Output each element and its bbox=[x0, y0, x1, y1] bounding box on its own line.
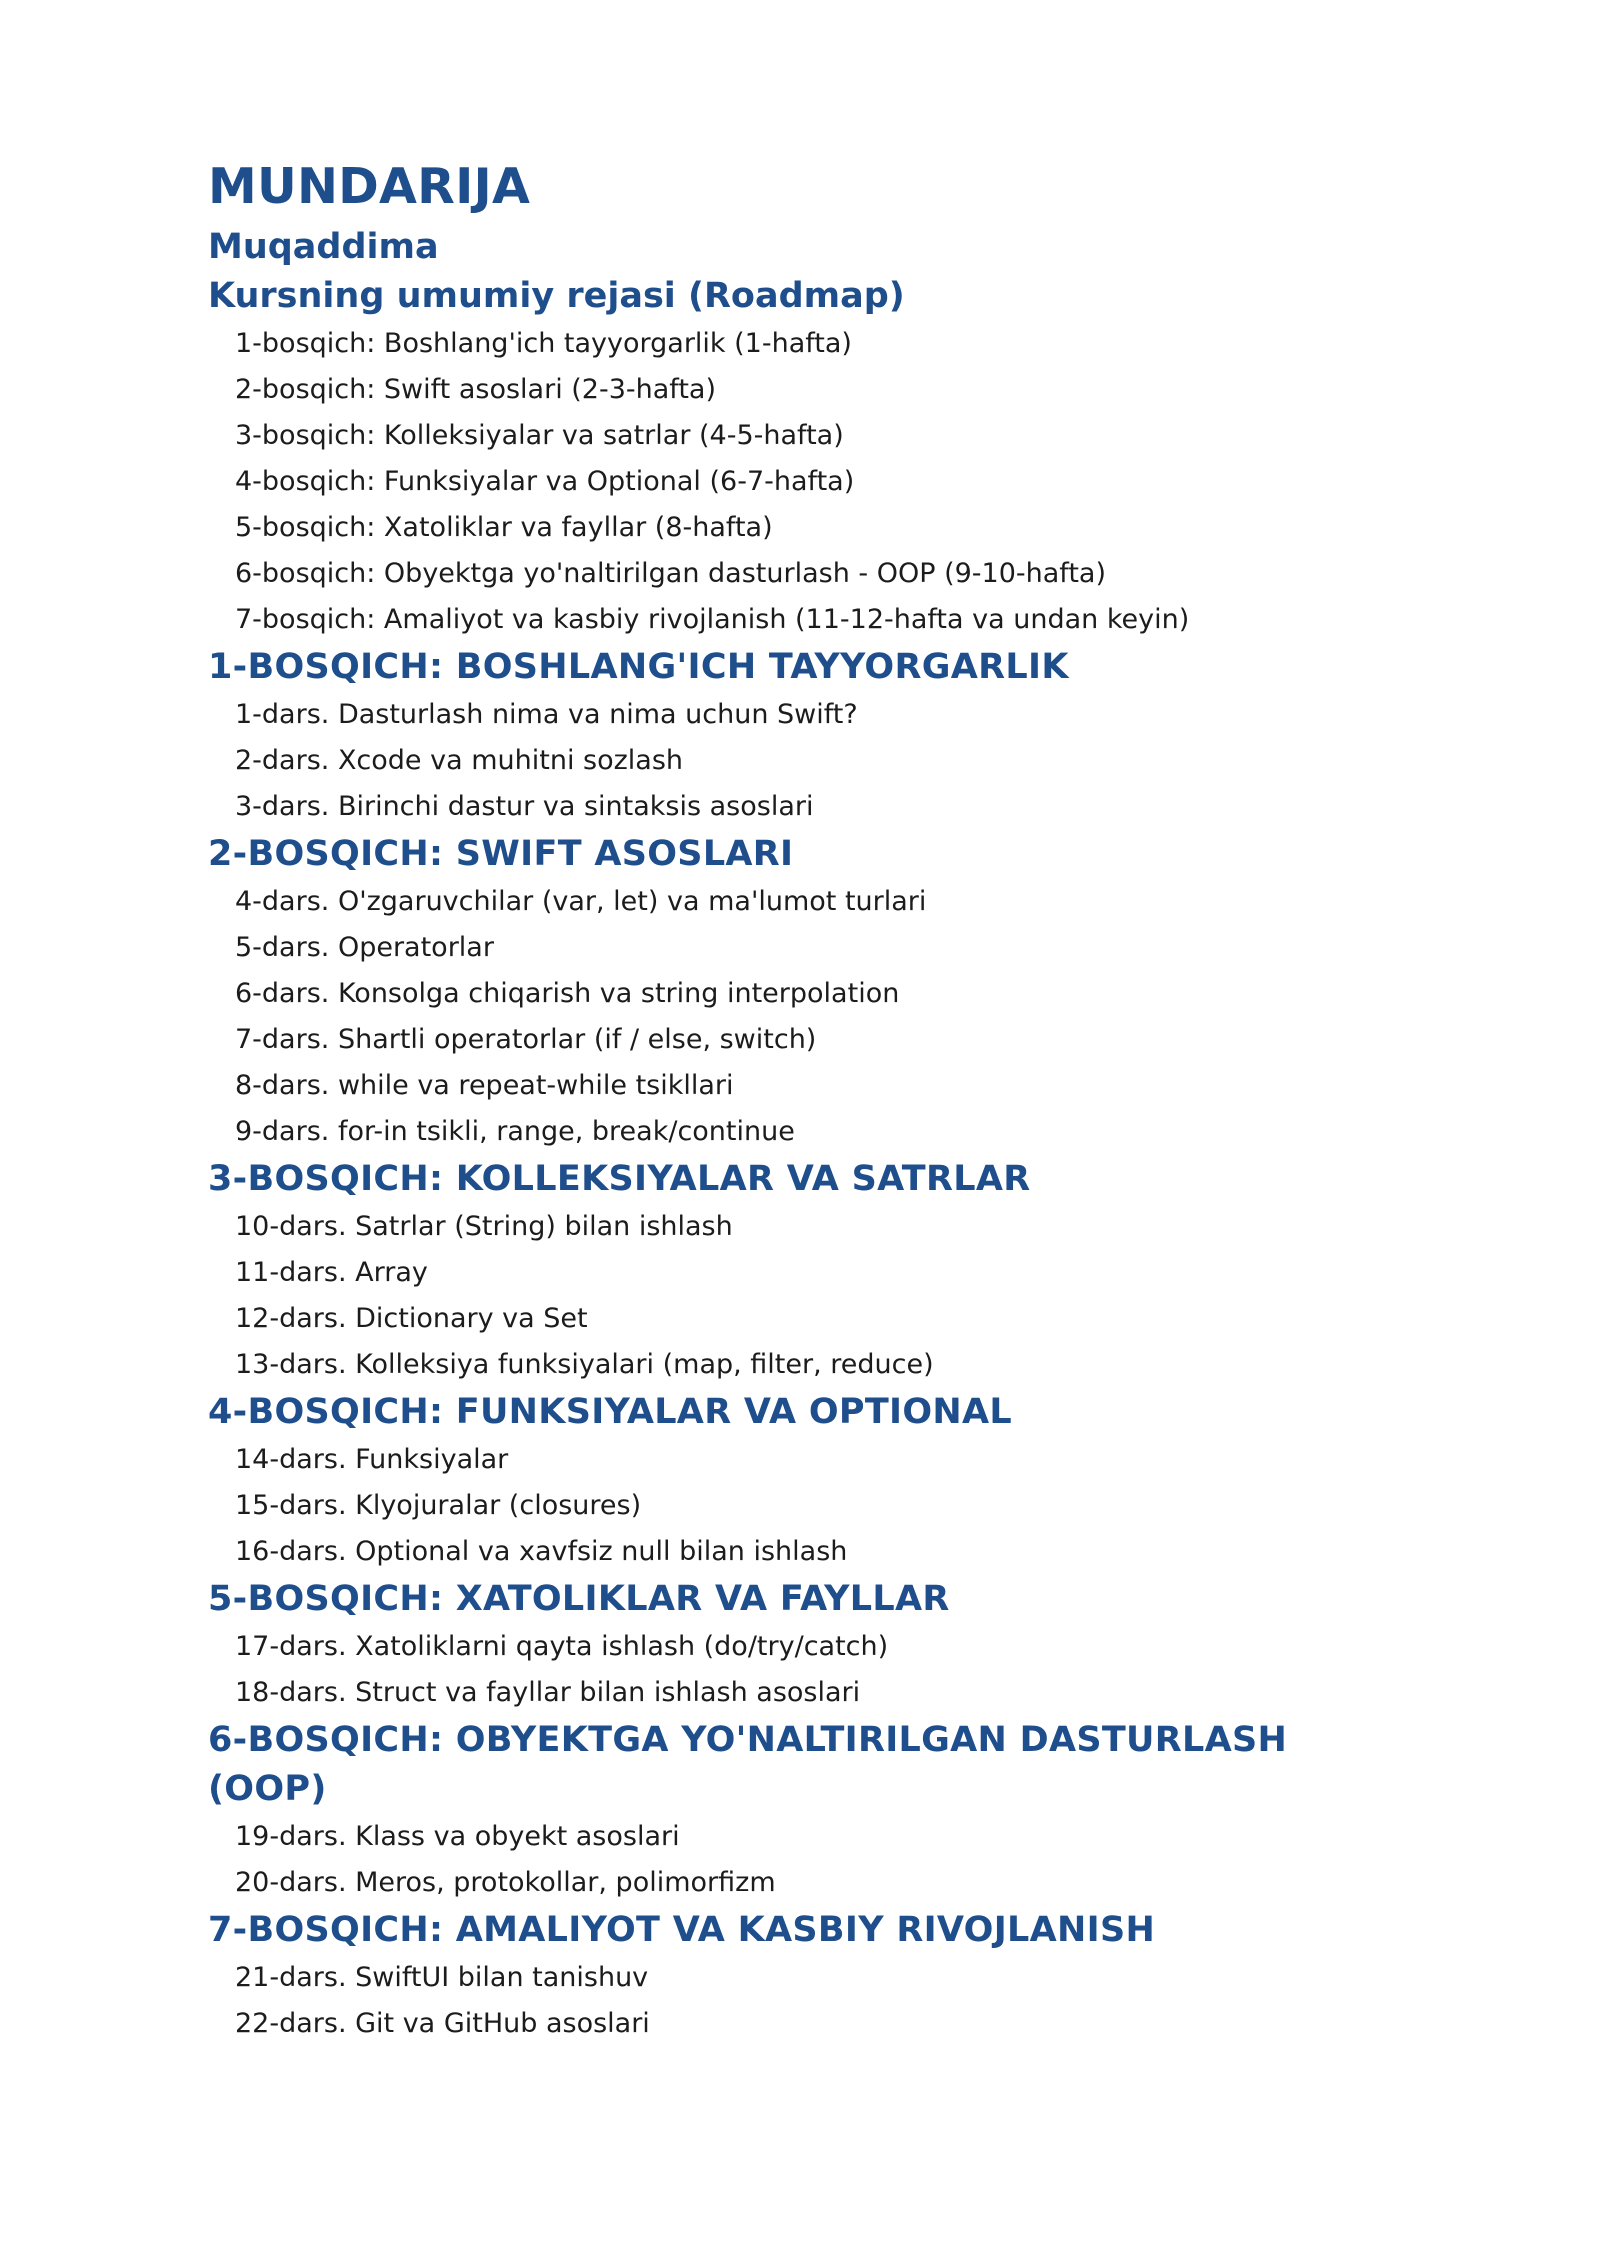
toc-roadmap-item[interactable]: 6-bosqich: Obyektga yo'naltirilgan dasturlash - OOP (9-10-hafta) bbox=[235, 558, 1107, 589]
toc-lesson-item[interactable]: 5-dars. Operatorlar bbox=[235, 932, 494, 963]
toc-lesson-item[interactable]: 20-dars. Meros, protokollar, polimorfizm bbox=[235, 1867, 776, 1898]
toc-entry-intro[interactable]: Muqaddima bbox=[208, 227, 439, 267]
toc-section-heading[interactable]: 6-BOSQICH: OBYEKTGA YO'NALTIRILGAN DASTURLASH (OOP) bbox=[208, 1720, 1288, 1809]
toc-lesson-item[interactable]: 21-dars. SwiftUI bilan tanishuv bbox=[235, 1962, 649, 1993]
toc-entry-roadmap[interactable]: Kursning umumiy rejasi (Roadmap) bbox=[208, 276, 905, 316]
toc-roadmap-item[interactable]: 2-bosqich: Swift asoslari (2-3-hafta) bbox=[235, 374, 717, 405]
toc-lesson-item[interactable]: 22-dars. Git va GitHub asoslari bbox=[235, 2008, 650, 2039]
toc-roadmap-item[interactable]: 5-bosqich: Xatoliklar va fayllar (8-hafta) bbox=[235, 512, 773, 543]
toc-section-heading[interactable]: 7-BOSQICH: AMALIYOT VA KASBIY RIVOJLANISH bbox=[208, 1910, 1156, 1950]
toc-lesson-item[interactable]: 4-dars. O'zgaruvchilar (var, let) va ma'lumot turlari bbox=[235, 886, 927, 917]
table-of-contents bbox=[208, 155, 1388, 2047]
toc-lesson-item[interactable]: 2-dars. Xcode va muhitni sozlash bbox=[235, 745, 684, 776]
toc-lesson-item[interactable]: 11-dars. Array bbox=[235, 1257, 428, 1288]
toc-lesson-item[interactable]: 9-dars. for-in tsikli, range, break/continue bbox=[235, 1116, 795, 1147]
toc-title: MUNDARIJA bbox=[208, 158, 531, 215]
toc-lesson-item[interactable]: 10-dars. Satrlar (String) bilan ishlash bbox=[235, 1211, 733, 1242]
toc-lesson-item[interactable]: 14-dars. Funksiyalar bbox=[235, 1444, 509, 1475]
toc-section-heading[interactable]: 4-BOSQICH: FUNKSIYALAR VA OPTIONAL bbox=[208, 1392, 1012, 1432]
toc-lesson-item[interactable]: 18-dars. Struct va fayllar bilan ishlash asoslari bbox=[235, 1677, 861, 1708]
toc-lesson-item[interactable]: 6-dars. Konsolga chiqarish va string interpolation bbox=[235, 978, 900, 1009]
toc-roadmap-item[interactable]: 3-bosqich: Kolleksiyalar va satrlar (4-5-hafta) bbox=[235, 420, 844, 451]
toc-section-heading[interactable]: 5-BOSQICH: XATOLIKLAR VA FAYLLAR bbox=[208, 1579, 950, 1619]
toc-lesson-item[interactable]: 12-dars. Dictionary va Set bbox=[235, 1303, 588, 1334]
toc-roadmap-item[interactable]: 4-bosqich: Funksiyalar va Optional (6-7-hafta) bbox=[235, 466, 855, 497]
toc-section-heading[interactable]: 1-BOSQICH: BOSHLANG'ICH TAYYORGARLIK bbox=[208, 647, 1069, 687]
toc-section-heading[interactable]: 3-BOSQICH: KOLLEKSIYALAR VA SATRLAR bbox=[208, 1159, 1031, 1199]
toc-roadmap-item[interactable]: 1-bosqich: Boshlang'ich tayyorgarlik (1-hafta) bbox=[235, 328, 852, 359]
toc-lesson-item[interactable]: 8-dars. while va repeat-while tsikllari bbox=[235, 1070, 734, 1101]
toc-lesson-item[interactable]: 3-dars. Birinchi dastur va sintaksis asoslari bbox=[235, 791, 814, 822]
toc-lesson-item[interactable]: 16-dars. Optional va xavfsiz null bilan ishlash bbox=[235, 1536, 848, 1567]
toc-lesson-item[interactable]: 15-dars. Klyojuralar (closures) bbox=[235, 1490, 642, 1521]
toc-roadmap-item[interactable]: 7-bosqich: Amaliyot va kasbiy rivojlanish (11-12-hafta va undan keyin) bbox=[235, 604, 1190, 635]
toc-lesson-item[interactable]: 19-dars. Klass va obyekt asoslari bbox=[235, 1821, 680, 1852]
toc-section-heading[interactable]: 2-BOSQICH: SWIFT ASOSLARI bbox=[208, 834, 794, 874]
toc-lesson-item[interactable]: 1-dars. Dasturlash nima va nima uchun Swift? bbox=[235, 699, 858, 730]
toc-lesson-item[interactable]: 13-dars. Kolleksiya funksiyalari (map, filter, reduce) bbox=[235, 1349, 934, 1380]
toc-lesson-item[interactable]: 17-dars. Xatoliklarni qayta ishlash (do/try/catch) bbox=[235, 1631, 889, 1662]
toc-lesson-item[interactable]: 7-dars. Shartli operatorlar (if / else, switch) bbox=[235, 1024, 817, 1055]
